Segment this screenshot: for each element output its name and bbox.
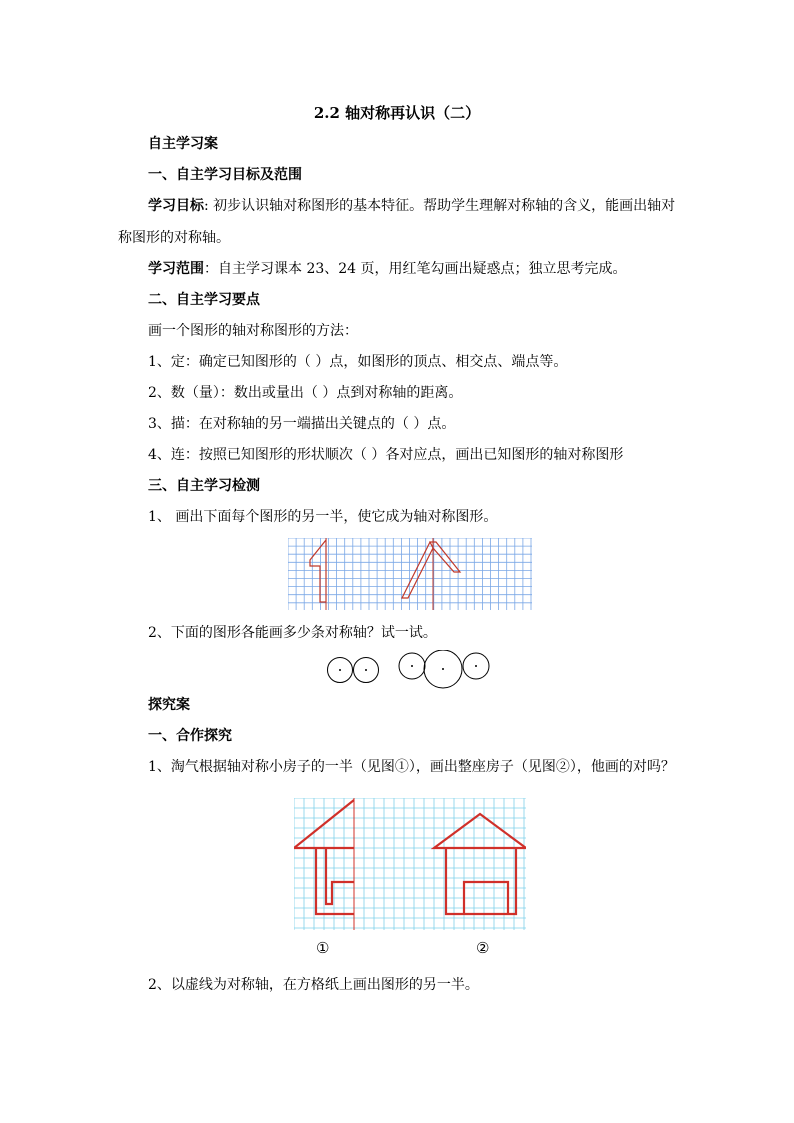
cooperative-heading: 一、合作探究	[148, 728, 232, 744]
goal-text-1: : 初步认识轴对称图形的基本特征。帮助学生理解对称轴的含义，能画出轴对	[204, 198, 676, 214]
dot-d	[442, 668, 444, 670]
range-text: ：自主学习课本 23、24 页，用红笔勾画出疑惑点；独立思考完成。	[204, 261, 627, 277]
explore-question-2: 2、以虚线为对称轴，在方格纸上画出图形的另一半。	[148, 977, 479, 993]
goal-line-2: 称图形的对称轴。	[118, 230, 230, 246]
section3-heading: 三、自主学习检测	[148, 478, 260, 494]
step-2: 2、数（量）：数出或量出（ ）点到对称轴的距离。	[148, 385, 463, 401]
step-4: 4、连：按照已知图形的形状顺次（ ）各对应点，画出已知图形的轴对称图形	[148, 447, 624, 463]
step-1: 1、定：确定已知图形的（ ）点，如图形的顶点、相交点、端点等。	[148, 354, 568, 370]
dot-e	[475, 665, 477, 667]
explore-heading: 探究案	[148, 697, 190, 713]
grid-lines	[288, 538, 532, 610]
explore-question-1: 1、淘气根据轴对称小房子的一半（见图①），画出整座房子（见图②），他画的对吗？	[148, 759, 675, 775]
method-intro: 画一个图形的轴对称图形的方法：	[148, 323, 358, 339]
range-label: 学习范围	[148, 261, 204, 277]
question-1: 1、 画出下面每个图形的另一半，使它成为轴对称图形。	[148, 509, 498, 525]
dot-a	[339, 669, 341, 671]
grid-lines	[294, 798, 526, 930]
grid-figure-houses	[294, 798, 526, 932]
goal-label: 学习目标	[148, 198, 204, 214]
dot-b	[365, 669, 367, 671]
section1-heading: 一、自主学习目标及范围	[148, 167, 302, 183]
goal-line-1	[148, 198, 675, 214]
self-study-heading: 自主学习案	[148, 136, 218, 152]
figure-label-2: ②	[476, 939, 490, 957]
step-3: 3、描：在对称轴的另一端描出关键点的（ ）点。	[148, 416, 456, 432]
circle-figures	[322, 650, 494, 690]
section2-heading: 二、自主学习要点	[148, 292, 260, 308]
figure-label-1: ①	[316, 939, 330, 957]
range-line	[148, 261, 627, 277]
grid-figure-1	[288, 538, 534, 612]
dot-c	[411, 665, 413, 667]
full-house	[434, 814, 526, 914]
question-2: 2、下面的图形各能画多少条对称轴？试一试。	[148, 625, 437, 641]
page-title: 2.2 轴对称再认识（二）	[313, 104, 481, 122]
